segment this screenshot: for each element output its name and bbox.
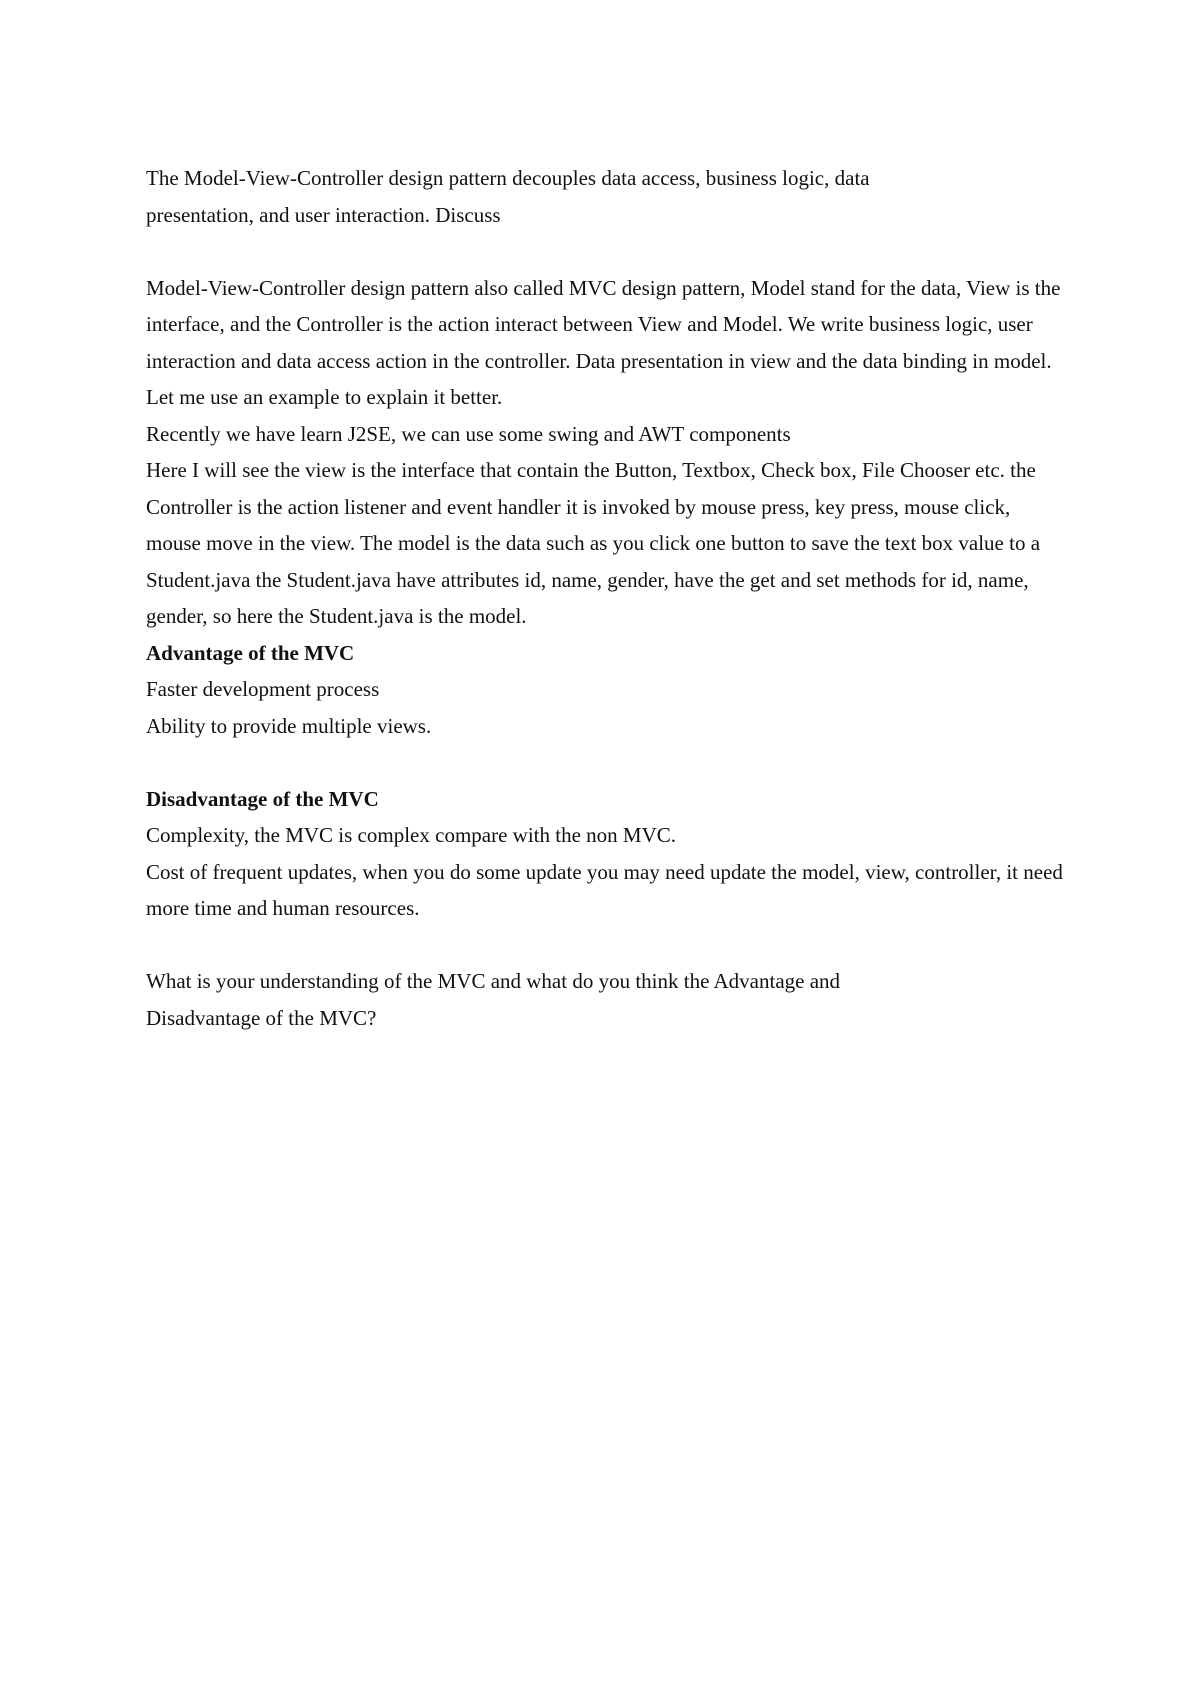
advantage-item-1: Faster development process [146, 677, 380, 701]
closing-question-line-2: Disadvantage of the MVC? [146, 1005, 377, 1030]
blank-line [146, 233, 1066, 270]
intro-paragraph-4: Here I will see the view is the interface that contain the Button, Textbox, Check box, File Chooser etc. the Controller is the action listener and event handler it is invoked by mouse press, key press, mouse click, mouse move in the view. The model is the data such as you click one button to save the text box value to a Student.java the Student.java have attributes id, name, gender, have the get and set methods for id, name, gender, so here the Student.java is the model. [146, 458, 1041, 628]
advantage-item-2: Ability to provide multiple views. [146, 713, 432, 738]
question-line-2: presentation, and user interaction. Discuss [146, 202, 501, 227]
intro-paragraph-3: Recently we have learn J2SE, we can use some swing and AWT components [146, 421, 791, 446]
intro-paragraph-1: Model-View-Controller design pattern also called MVC design pattern, Model stand for the data, View is the interface, and the Controller is the action interact between View and Model. We write business logic, user interaction and data access action in the controller. Data presentation in view and the data binding in model. [146, 275, 1061, 373]
blank-line [146, 927, 1066, 964]
intro-paragraph-2: Let me use an example to explain it better. [146, 385, 503, 409]
blank-line [146, 744, 1066, 781]
disadvantage-item-1: Complexity, the MVC is complex compare with the non MVC. [146, 823, 676, 847]
question-line-1: The Model-View-Controller design pattern decouples data access, business logic, data [146, 166, 870, 190]
disadvantages-heading: Disadvantage of the MVC [146, 786, 379, 811]
closing-question-line-1: What is your understanding of the MVC and what do you think the Advantage and [146, 969, 841, 993]
advantages-heading: Advantage of the MVC [146, 640, 355, 665]
document-body [146, 160, 1066, 1036]
disadvantage-item-2: Cost of frequent updates, when you do some update you may need update the model, view, controller, it need more time and human resources. [146, 859, 1063, 920]
